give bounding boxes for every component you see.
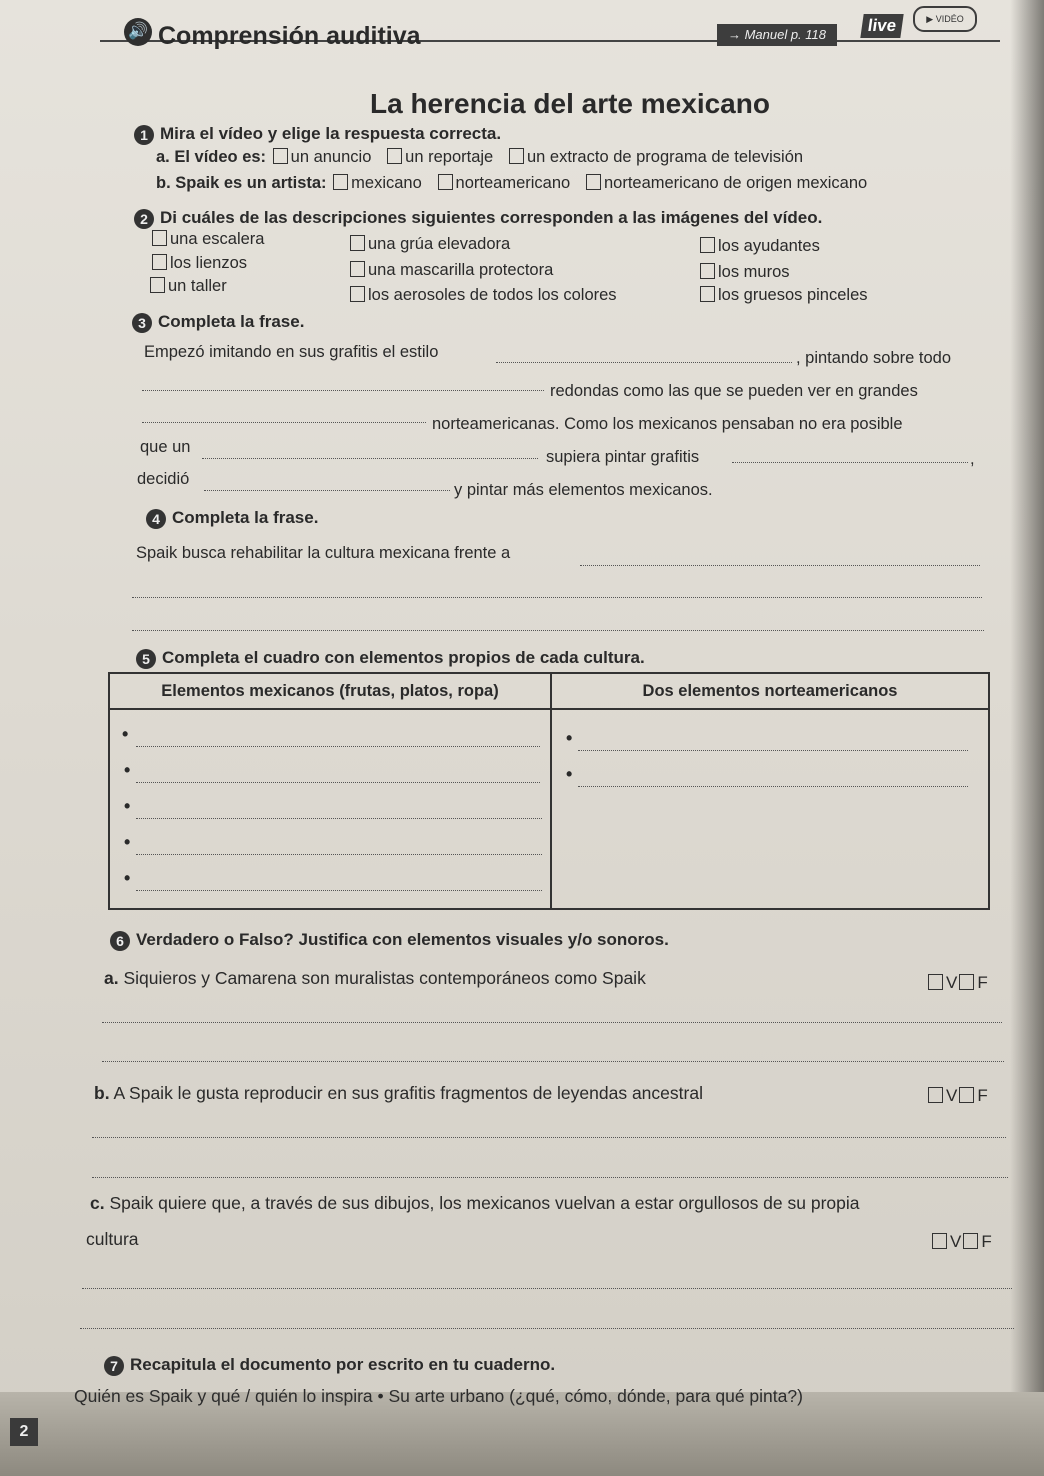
ex4-blank-3[interactable] [132,630,984,631]
ex4-instruction: Completa la frase. [172,508,319,527]
ex1-a-option3: un extracto de programa de televisión [526,148,804,166]
ex7-summary: Quién es Spaik y qué / quién lo inspira • Su arte urbano (¿qué, cómo, dónde, para qué pinta?) [74,1386,803,1406]
bullet: • [566,728,573,748]
ex2-item: los gruesos pinceles [698,286,868,305]
ex1-b-row [156,174,867,193]
ex3-text: Empezó imitando en sus grafitis el estilo [144,343,439,361]
ex2-checkbox[interactable] [350,261,365,277]
ex3-blank-1[interactable] [496,362,792,363]
ex7-number: 7 [104,1356,124,1376]
false-checkbox[interactable] [959,974,974,990]
ex1-a-label: a. El vídeo es: [156,148,267,166]
ex1-a-option1: un anuncio [290,148,372,166]
ex6-c-text: Spaik quiere que, a través de sus dibujos, los mexicanos vuelvan a estar orgullosos de su propia [109,1193,860,1213]
ex6-a-blank-2[interactable] [102,1061,1004,1062]
page-title: La herencia del arte mexicano [370,88,770,119]
ex4-sentence: Spaik busca rehabilitar la cultura mexicana frente a [136,544,511,562]
ex6-a-vf: V F [926,973,988,993]
true-checkbox[interactable] [928,1087,943,1103]
ex2-checkbox[interactable] [150,277,165,293]
ex2-checkbox[interactable] [152,230,167,246]
ex2-item: los lienzos [150,254,247,273]
ex1-b-option1: mexicano [351,174,422,192]
ex3-blank-5[interactable] [732,462,968,463]
mexican-blank-4[interactable] [136,854,542,855]
ex3-number: 3 [132,313,152,333]
ex1-b-option3: norteamericano de origen mexicano [603,174,868,192]
ex6-a-label: a. [104,968,119,988]
bullet: • [124,796,131,816]
ex6-b-label: b. [94,1083,110,1103]
ex2-item: los ayudantes [698,237,820,256]
bullet: • [122,724,129,744]
mexican-blank-2[interactable] [136,782,540,783]
ex2-checkbox[interactable] [700,263,715,279]
ex4-heading [146,508,318,529]
ex6-c-blank-1[interactable] [82,1288,1012,1289]
live-badge: live [860,14,903,38]
mexican-elements-cell [109,709,551,909]
ex2-checkbox[interactable] [350,235,365,251]
ex6-c [90,1193,860,1214]
ex6-b [94,1083,703,1104]
ex4-blank-2[interactable] [132,597,982,598]
ex6-a [104,968,646,989]
ex2-heading [134,208,822,229]
ex3-instruction: Completa la frase. [158,312,305,331]
ex6-c-vf: V F [930,1232,992,1252]
manual-reference: → Manuel p. 118 [717,24,837,46]
ex3-text: , [970,450,975,468]
ex6-a-text: Siquieros y Camarena son muralistas contemporáneos como Spaik [123,968,646,988]
ex3-blank-3[interactable] [142,422,426,423]
ex1-a-row [156,148,803,167]
ex6-b-blank-1[interactable] [92,1137,1006,1138]
ex3-text: decidió [137,470,190,488]
table-header-mexican: Elementos mexicanos (frutas, platos, ropa) [109,673,551,709]
bullet: • [124,832,131,852]
ex1-a-option2-checkbox[interactable] [387,148,402,164]
page-shadow [1010,0,1044,1476]
ex1-b-option2: norteamericano [455,174,571,192]
ex5-instruction: Completa el cuadro con elementos propios de cada cultura. [162,648,645,667]
ex5-number: 5 [136,649,156,669]
ex2-instruction: Di cuáles de las descripciones siguientes corresponden a las imágenes del vídeo. [160,208,823,227]
bullet: • [124,760,131,780]
ex3-text: y pintar más elementos mexicanos. [454,481,713,499]
ex3-text: que un [140,438,191,456]
ex3-text: norteamericanas. Como los mexicanos pensaban no era posible [432,415,903,433]
ex1-b-option1-checkbox[interactable] [333,174,348,190]
ex2-checkbox[interactable] [700,286,715,302]
ex6-b-text: A Spaik le gusta reproducir en sus grafitis fragmentos de leyendas ancestral [113,1083,703,1103]
ex4-blank-1[interactable] [580,565,980,566]
ex1-b-option3-checkbox[interactable] [586,174,601,190]
ex2-checkbox[interactable] [350,286,365,302]
ex7-heading [104,1355,555,1376]
american-elements-cell [551,709,989,909]
audio-speaker-icon: 🔊 [124,18,152,46]
false-checkbox[interactable] [963,1233,978,1249]
ex6-b-blank-2[interactable] [92,1177,1008,1178]
ex6-b-vf: V F [926,1086,988,1106]
page-number: 2 [10,1418,38,1446]
ex3-blank-2[interactable] [142,390,544,391]
ex3-blank-4[interactable] [202,458,538,459]
video-badge [913,6,977,32]
bullet: • [124,868,131,888]
ex1-a-option2: un reportaje [405,148,494,166]
ex2-item: una grúa elevadora [348,235,510,254]
ex6-number: 6 [110,931,130,951]
section-title: Comprensión auditiva [158,22,421,50]
ex1-a-option1-checkbox[interactable] [273,148,288,164]
ex5-heading [136,648,645,669]
ex2-item: un taller [148,277,227,296]
mexican-blank-3[interactable] [136,818,542,819]
ex2-checkbox[interactable] [700,237,715,253]
ex3-heading [132,312,304,333]
play-icon: ▶ [926,14,934,24]
ex2-checkbox[interactable] [152,254,167,270]
american-blank-2[interactable] [578,786,968,787]
ex3-text: supiera pintar grafitis [546,448,700,466]
ex1-b-label: b. Spaik es un artista: [156,174,327,192]
false-checkbox[interactable] [959,1087,974,1103]
ex2-item: los aerosoles de todos los colores [348,286,617,305]
ex1-b-option2-checkbox[interactable] [438,174,453,190]
mexican-blank-1[interactable] [136,746,540,747]
ex1-heading [134,124,501,145]
ex3-text: redondas como las que se pueden ver en grandes [550,382,918,400]
ex6-a-blank-1[interactable] [102,1022,1002,1023]
ex1-number: 1 [134,125,154,145]
ex6-instruction: Verdadero o Falso? Justifica con elementos visuales y/o sonoros. [136,930,669,949]
culture-table [108,672,990,910]
table-header-american: Dos elementos norteamericanos [551,673,989,709]
ex2-number: 2 [134,209,154,229]
ex4-number: 4 [146,509,166,529]
american-blank-1[interactable] [578,750,968,751]
ex6-c-label: c. [90,1193,105,1213]
ex1-a-option3-checkbox[interactable] [509,148,524,164]
ex6-heading [110,930,669,951]
ex6-c-blank-2[interactable] [80,1328,1014,1329]
ex2-item: una escalera [150,230,264,249]
ex6-c-text2: cultura [86,1229,139,1249]
bullet: • [566,764,573,784]
ex1-instruction: Mira el vídeo y elige la respuesta correcta. [160,124,502,143]
ex3-text: , pintando sobre todo [796,349,952,367]
true-checkbox[interactable] [928,974,943,990]
mexican-blank-5[interactable] [136,890,542,891]
video-badge-label: VIDÉO [935,14,964,24]
ex7-instruction: Recapitula el documento por escrito en tu cuaderno. [130,1355,556,1374]
true-checkbox[interactable] [932,1233,947,1249]
ex2-item: los muros [698,263,790,282]
ex3-blank-6[interactable] [204,490,450,491]
ex2-item: una mascarilla protectora [348,261,553,280]
